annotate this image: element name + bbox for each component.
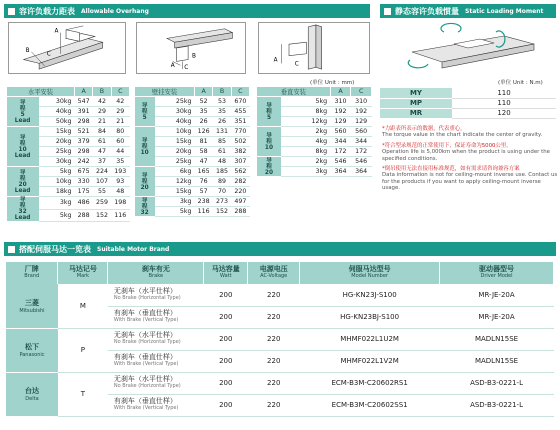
- note-2: [382, 143, 558, 162]
- value-cell: 497: [231, 197, 249, 207]
- value-cell: 273: [213, 197, 231, 207]
- value-cell: 351: [231, 117, 249, 127]
- motor-title: 搭配伺服马达一览表: [19, 244, 91, 254]
- column-header: C: [351, 87, 372, 97]
- horizontal-mount-table: [6, 86, 130, 222]
- driver-cell: ASD-B3-0221-L: [440, 394, 554, 416]
- value-cell: 547: [74, 97, 92, 107]
- volt-cell: 220: [248, 284, 300, 306]
- value-cell: 81: [195, 137, 213, 147]
- diagram-label-b: B: [25, 47, 30, 54]
- table-row: [7, 197, 130, 210]
- value-cell: 382: [231, 147, 249, 157]
- value-cell: 298: [74, 147, 92, 157]
- moment-label: MR: [380, 108, 452, 118]
- moment-unit: (单位 Unit : N.m): [498, 80, 543, 86]
- value-cell: 193: [111, 167, 129, 177]
- volt-cell: 220: [248, 328, 300, 350]
- load-cell: 2kg: [281, 157, 330, 167]
- diagram-label-c: C: [184, 65, 189, 72]
- value-cell: 37: [93, 157, 111, 167]
- column-header-brand: 厂牌 Brand: [6, 262, 58, 284]
- lead-group-label: 导 程 20: [257, 157, 282, 177]
- value-cell: 242: [74, 157, 92, 167]
- model-cell: ECM-B3M-C20602RS1: [300, 372, 440, 394]
- column-header: A: [330, 87, 351, 97]
- value-cell: 107: [93, 177, 111, 187]
- value-cell: 675: [74, 167, 92, 177]
- value-cell: 379: [74, 137, 92, 147]
- watt-cell: 200: [204, 394, 248, 416]
- motor-title-en: Suitable Motor Brand: [97, 245, 170, 253]
- value-cell: 310: [330, 97, 351, 107]
- model-cell: HG-KN23J-S100: [300, 284, 440, 306]
- load-cell: 12kg: [155, 177, 195, 187]
- volt-cell: 220: [248, 350, 300, 372]
- value-cell: 29: [93, 107, 111, 117]
- value-cell: 198: [111, 197, 129, 210]
- mark-cell: M: [58, 284, 108, 328]
- load-cell: 8kg: [281, 107, 330, 117]
- value-cell: 35: [195, 107, 213, 117]
- brand-cell: 松下 Panasonic: [6, 328, 58, 372]
- value-cell: 344: [330, 137, 351, 147]
- value-cell: 80: [111, 127, 129, 137]
- diagram-label-a: A: [170, 63, 175, 70]
- value-cell: 44: [111, 147, 129, 157]
- load-cell: 3kg: [39, 197, 75, 210]
- load-cell: 30kg: [155, 107, 195, 117]
- note-2-cn: *符合型录规范的正常使用下，保证寿命为5000公里。: [382, 142, 512, 149]
- load-cell: 25kg: [155, 97, 195, 107]
- model-cell: MHMF022L1U2M: [300, 328, 440, 350]
- load-cell: 40kg: [39, 107, 75, 117]
- mark-cell: P: [58, 328, 108, 372]
- value-cell: 364: [351, 167, 372, 177]
- value-cell: 42: [111, 97, 129, 107]
- lead-group-label: 导 程 5: [135, 97, 155, 127]
- overhang-unit: (单位 Unit : mm): [310, 80, 355, 86]
- value-cell: 310: [351, 97, 372, 107]
- lead-group-label: 导 程 20 Lead: [7, 167, 39, 197]
- table-row: [135, 197, 250, 207]
- brand-cell: 三菱 Mitsubishi: [6, 284, 58, 328]
- moment-value: 110: [452, 98, 556, 108]
- volt-cell: 220: [248, 306, 300, 328]
- moment-row: [380, 108, 556, 118]
- value-cell: 562: [231, 167, 249, 177]
- value-cell: 224: [93, 167, 111, 177]
- moment-label: MY: [380, 88, 452, 98]
- value-cell: 172: [330, 147, 351, 157]
- column-header: A: [74, 87, 92, 97]
- model-cell: MHMF022L1V2M: [300, 350, 440, 372]
- value-cell: 546: [330, 157, 351, 167]
- value-cell: 298: [74, 117, 92, 127]
- load-cell: 5kg: [39, 167, 75, 177]
- brake-cell: 无刹车（水平仕样） No Brake (Horizontal Type): [108, 372, 204, 394]
- value-cell: 770: [231, 127, 249, 137]
- lead-group-label: 导 程 5: [257, 97, 282, 127]
- motor-section-header: [4, 242, 556, 256]
- wall-mount-table: [134, 86, 250, 217]
- value-cell: 76: [195, 177, 213, 187]
- note-3-cn: *倒吊使用无法直接用标准规范，如有需求请咨询兼容方案: [382, 166, 520, 173]
- value-cell: 116: [111, 209, 129, 222]
- value-cell: 52: [195, 97, 213, 107]
- note-3-en: Data information is not for ceiling-mount inverse use. Contact us for the products if you want to apply ceiling-mount inverse usage.: [382, 172, 558, 192]
- diagram-label-c: C: [46, 51, 51, 58]
- load-cell: 15kg: [39, 127, 75, 137]
- value-cell: 47: [93, 147, 111, 157]
- moment-notes: [382, 126, 558, 192]
- lead-group-label: 导 程 32: [135, 197, 155, 217]
- value-cell: 61: [213, 147, 231, 157]
- diagram-label-c: C: [294, 61, 299, 68]
- driver-cell: MADLN15SE: [440, 350, 554, 372]
- load-cell: 30kg: [39, 157, 75, 167]
- value-cell: 89: [213, 177, 231, 187]
- value-cell: 486: [74, 197, 92, 210]
- overhang-section-header: [4, 4, 370, 18]
- value-cell: 670: [231, 97, 249, 107]
- value-cell: 307: [231, 157, 249, 167]
- section-marker-icon: [384, 8, 391, 15]
- load-cell: 10kg: [39, 177, 75, 187]
- value-cell: 93: [111, 177, 129, 187]
- value-cell: 21: [111, 117, 129, 127]
- watt-cell: 200: [204, 350, 248, 372]
- value-cell: 152: [93, 209, 111, 222]
- moment-section-header: [380, 4, 556, 18]
- overhang-title: 容许负载力距表: [19, 6, 75, 16]
- model-cell: HG-KN23BJ-S100: [300, 306, 440, 328]
- value-cell: 48: [213, 157, 231, 167]
- table-header-row: [135, 87, 250, 97]
- value-cell: 364: [330, 167, 351, 177]
- table-row: [135, 97, 250, 107]
- value-cell: 152: [213, 207, 231, 217]
- column-header-model: 伺服马达型号 Model Number: [300, 262, 440, 284]
- load-cell: 20kg: [39, 137, 75, 147]
- value-cell: 259: [93, 197, 111, 210]
- note-2-en: Operation life is 5,000km when the product is using under the specified conditions.: [382, 149, 550, 162]
- model-cell: ECM-B3M-C20602SS1: [300, 394, 440, 416]
- value-cell: 238: [195, 197, 213, 207]
- table-header-row: [7, 87, 130, 97]
- value-cell: 546: [351, 157, 372, 167]
- moment-table: [380, 88, 556, 119]
- value-cell: 70: [213, 187, 231, 197]
- watt-cell: 200: [204, 372, 248, 394]
- load-cell: 5kg: [155, 207, 195, 217]
- value-cell: 560: [351, 127, 372, 137]
- value-cell: 60: [111, 137, 129, 147]
- value-cell: 29: [111, 107, 129, 117]
- table-row: [135, 127, 250, 137]
- value-cell: 57: [195, 187, 213, 197]
- driver-cell: MR-JE-20A: [440, 306, 554, 328]
- load-cell: 20kg: [155, 147, 195, 157]
- value-cell: 84: [93, 127, 111, 137]
- wall-mount-diagram: [136, 22, 246, 74]
- column-header: B: [213, 87, 231, 97]
- value-cell: 126: [195, 127, 213, 137]
- column-header: 水平安装: [7, 87, 75, 97]
- value-cell: 288: [231, 207, 249, 217]
- load-cell: 30kg: [39, 97, 75, 107]
- value-cell: 165: [195, 167, 213, 177]
- load-cell: 2kg: [281, 127, 330, 137]
- value-cell: 192: [351, 107, 372, 117]
- moment-value: 110: [452, 88, 556, 98]
- column-header: B: [93, 87, 111, 97]
- brake-cell: 有刹车（垂直仕样） With Brake (Vertical Type): [108, 394, 204, 416]
- brake-cell: 无刹车（水平仕样） No Brake (Horizontal Type): [108, 328, 204, 350]
- diagram-label-b: B: [191, 53, 196, 60]
- motor-row: [6, 372, 554, 394]
- load-cell: 15kg: [155, 187, 195, 197]
- lead-group-label: 导 程 10: [257, 127, 282, 157]
- load-cell: 6kg: [155, 167, 195, 177]
- brake-cell: 有刹车（垂直仕样） With Brake (Vertical Type): [108, 350, 204, 372]
- column-header: C: [111, 87, 129, 97]
- diagram-label-a: A: [273, 57, 278, 64]
- brake-cell: 有刹车（垂直仕样） With Brake (Vertical Type): [108, 306, 204, 328]
- load-cell: 15kg: [155, 137, 195, 147]
- horizontal-mount-diagram: [8, 22, 126, 74]
- load-cell: 40kg: [155, 117, 195, 127]
- table-row: [135, 167, 250, 177]
- value-cell: 330: [74, 177, 92, 187]
- motor-table: [6, 262, 554, 417]
- lead-group-label: 导 程 10 Lead: [7, 127, 39, 167]
- column-header: 壁挂安装: [135, 87, 195, 97]
- note-1-cn: *力距表所表示的数据，代表重心。: [382, 126, 466, 132]
- value-cell: 129: [330, 117, 351, 127]
- vertical-mount-diagram: [258, 22, 370, 74]
- column-header: A: [195, 87, 213, 97]
- driver-cell: ASD-B3-0221-L: [440, 372, 554, 394]
- moment-title-en: Static Loading Moment: [465, 7, 544, 15]
- value-cell: 502: [231, 137, 249, 147]
- lead-group-label: 导 程 20: [135, 167, 155, 197]
- section-marker-icon: [8, 246, 15, 253]
- moment-row: [380, 88, 556, 98]
- moment-value: 120: [452, 108, 556, 118]
- load-cell: 4kg: [281, 137, 330, 147]
- value-cell: 58: [195, 147, 213, 157]
- value-cell: 288: [74, 209, 92, 222]
- moment-title: 静态容许负载惯量: [395, 6, 459, 16]
- table-row: [7, 127, 130, 137]
- value-cell: 85: [213, 137, 231, 147]
- value-cell: 129: [351, 117, 372, 127]
- load-cell: 3kg: [155, 197, 195, 207]
- watt-cell: 200: [204, 284, 248, 306]
- value-cell: 172: [351, 147, 372, 157]
- value-cell: 560: [330, 127, 351, 137]
- value-cell: 26: [195, 117, 213, 127]
- moment-row: [380, 98, 556, 108]
- brake-cell: 无刹车（水平仕样） No Brake (Horizontal Type): [108, 284, 204, 306]
- column-header-brake: 刹车有无 Brake: [108, 262, 204, 284]
- section-marker-icon: [8, 8, 15, 15]
- value-cell: 391: [74, 107, 92, 117]
- value-cell: 131: [213, 127, 231, 137]
- lead-group-label: 导 程 32 Lead: [7, 197, 39, 222]
- motor-row: [6, 284, 554, 306]
- load-cell: 18kg: [39, 187, 75, 197]
- column-header: 垂直安装: [257, 87, 331, 97]
- watt-cell: 200: [204, 306, 248, 328]
- load-cell: 12kg: [281, 117, 330, 127]
- value-cell: 282: [231, 177, 249, 187]
- table-row: [257, 157, 372, 167]
- load-cell: 8kg: [281, 147, 330, 157]
- table-row: [257, 97, 372, 107]
- column-header-mark: 马达记号 Mark: [58, 262, 108, 284]
- value-cell: 35: [213, 107, 231, 117]
- value-cell: 455: [231, 107, 249, 117]
- lead-group-label: 导 程 10: [135, 127, 155, 167]
- overhang-title-en: Allowable Overhang: [81, 7, 149, 15]
- value-cell: 53: [213, 97, 231, 107]
- value-cell: 192: [330, 107, 351, 117]
- load-cell: 5kg: [281, 97, 330, 107]
- load-cell: 25kg: [155, 157, 195, 167]
- brand-cell: 台达 Delta: [6, 372, 58, 416]
- value-cell: 47: [195, 157, 213, 167]
- value-cell: 48: [111, 187, 129, 197]
- value-cell: 42: [93, 97, 111, 107]
- value-cell: 521: [74, 127, 92, 137]
- moment-label: MP: [380, 98, 452, 108]
- value-cell: 55: [93, 187, 111, 197]
- vertical-mount-table: [256, 86, 372, 177]
- table-row: [257, 127, 372, 137]
- column-header: C: [231, 87, 249, 97]
- motor-header-row: [6, 262, 554, 284]
- table-row: [7, 167, 130, 177]
- value-cell: 175: [74, 187, 92, 197]
- table-header-row: [257, 87, 372, 97]
- table-row: [7, 97, 130, 107]
- value-cell: 61: [93, 137, 111, 147]
- moment-diagram: [384, 22, 554, 74]
- diagram-label-a: A: [54, 28, 59, 35]
- value-cell: 185: [213, 167, 231, 177]
- value-cell: 35: [111, 157, 129, 167]
- note-1-en: The torque value in the chart indicate the center of gravity.: [382, 132, 543, 139]
- note-1: [382, 126, 558, 139]
- mark-cell: T: [58, 372, 108, 416]
- driver-cell: MR-JE-20A: [440, 284, 554, 306]
- watt-cell: 200: [204, 328, 248, 350]
- value-cell: 116: [195, 207, 213, 217]
- note-3: [382, 166, 558, 192]
- column-header-voltage: 电源电压 AC-Voltage: [248, 262, 300, 284]
- load-cell: 3kg: [281, 167, 330, 177]
- value-cell: 21: [93, 117, 111, 127]
- volt-cell: 220: [248, 394, 300, 416]
- value-cell: 220: [231, 187, 249, 197]
- load-cell: 25kg: [39, 147, 75, 157]
- value-cell: 344: [351, 137, 372, 147]
- column-header-watt: 马达容量 Watt: [204, 262, 248, 284]
- motor-row: [6, 328, 554, 350]
- value-cell: 26: [213, 117, 231, 127]
- load-cell: 5kg: [39, 209, 75, 222]
- column-header-driver: 驱动器型号 Driver Model: [440, 262, 554, 284]
- load-cell: 10kg: [155, 127, 195, 137]
- load-cell: 50kg: [39, 117, 75, 127]
- volt-cell: 220: [248, 372, 300, 394]
- lead-group-label: 导 程 5 Lead: [7, 97, 39, 127]
- driver-cell: MADLN15SE: [440, 328, 554, 350]
